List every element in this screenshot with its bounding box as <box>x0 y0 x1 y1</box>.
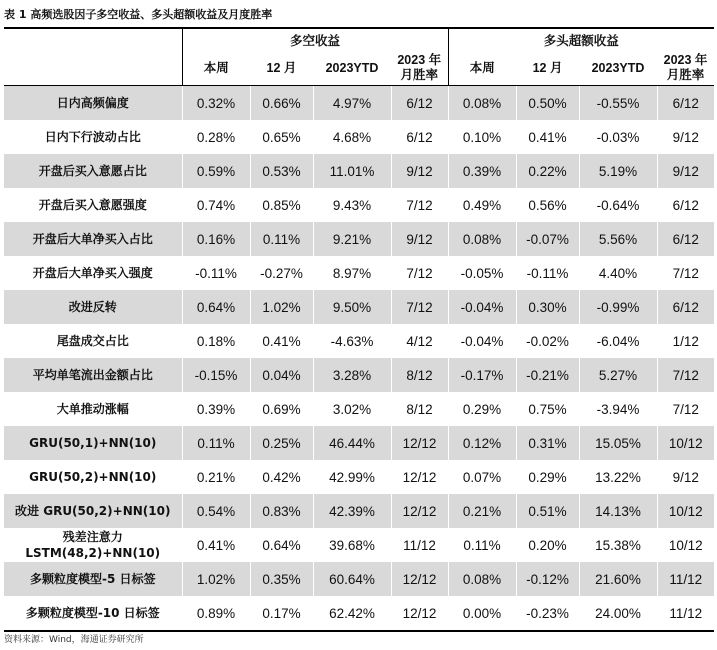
value-cell: 60.64% <box>313 562 391 596</box>
value-cell: 12/12 <box>391 494 448 528</box>
factor-name-line: 残差注意力 <box>62 530 123 544</box>
factor-name-cell: GRU(50,2)+NN(10) <box>4 460 182 494</box>
table-row <box>4 528 714 562</box>
value-cell: 3.28% <box>313 358 391 392</box>
value-cell: 46.44% <box>313 426 391 460</box>
table-row <box>4 358 714 392</box>
value-cell: 14.13% <box>579 494 657 528</box>
value-cell: 0.51% <box>516 494 579 528</box>
value-cell: 6/12 <box>391 86 448 121</box>
value-cell: 0.21% <box>182 460 250 494</box>
table-row <box>4 426 714 460</box>
value-cell: -0.55% <box>579 86 657 121</box>
value-cell: 0.08% <box>448 222 516 256</box>
value-cell: 0.66% <box>250 86 313 121</box>
column-header-1: 12 月 <box>250 51 313 86</box>
value-cell: 7/12 <box>391 188 448 222</box>
value-cell: 0.64% <box>250 528 313 562</box>
value-cell: 12/12 <box>391 460 448 494</box>
column-header-6: 2023YTD <box>579 51 657 86</box>
factor-name-cell: 多颗粒度模型-5 日标签 <box>4 562 182 596</box>
value-cell: 9.50% <box>313 290 391 324</box>
value-cell: 9/12 <box>657 120 714 154</box>
factor-name-cell: 开盘后买入意愿强度 <box>4 188 182 222</box>
factor-name-cell: 改进反转 <box>4 290 182 324</box>
factor-name-cell: 多颗粒度模型-10 日标签 <box>4 596 182 631</box>
value-cell: 4/12 <box>391 324 448 358</box>
value-cell: -0.23% <box>516 596 579 631</box>
value-cell: 5.27% <box>579 358 657 392</box>
value-cell: 9/12 <box>657 460 714 494</box>
factor-name-cell: 开盘后大单净买入占比 <box>4 222 182 256</box>
value-cell: 9/12 <box>391 222 448 256</box>
factor-name-line: LSTM(48,2)+NN(10) <box>25 546 161 560</box>
value-cell: -0.04% <box>448 290 516 324</box>
value-cell: 0.32% <box>182 86 250 121</box>
value-cell: 21.60% <box>579 562 657 596</box>
value-cell: 1/12 <box>657 324 714 358</box>
value-cell: 9.21% <box>313 222 391 256</box>
column-header-4: 本周 <box>448 51 516 86</box>
column-header-7 <box>657 51 714 86</box>
source-note: 资料来源：Wind，海通证券研究所 <box>4 635 144 645</box>
column-header-0: 本周 <box>182 51 250 86</box>
value-cell: 15.38% <box>579 528 657 562</box>
value-cell: 9/12 <box>391 154 448 188</box>
value-cell: 11/12 <box>391 528 448 562</box>
value-cell: -0.99% <box>579 290 657 324</box>
table-row <box>4 222 714 256</box>
table-row <box>4 154 714 188</box>
value-cell: 6/12 <box>657 222 714 256</box>
value-cell: -4.63% <box>313 324 391 358</box>
value-cell: 62.42% <box>313 596 391 631</box>
value-cell: 9.43% <box>313 188 391 222</box>
value-cell: 0.53% <box>250 154 313 188</box>
value-cell: 5.19% <box>579 154 657 188</box>
value-cell: 13.22% <box>579 460 657 494</box>
value-cell: 0.11% <box>182 426 250 460</box>
value-cell: 6/12 <box>657 290 714 324</box>
factor-name-cell: 日内高频偏度 <box>4 86 182 121</box>
value-cell: 0.08% <box>448 86 516 121</box>
column-header-line: 2023 年 <box>397 53 442 67</box>
table-row <box>4 392 714 426</box>
value-cell: 1.02% <box>250 290 313 324</box>
column-header-3 <box>391 51 448 86</box>
value-cell: 11.01% <box>313 154 391 188</box>
value-cell: 3.02% <box>313 392 391 426</box>
table-row <box>4 120 714 154</box>
factor-name-cell: 平均单笔流出金额占比 <box>4 358 182 392</box>
value-cell: 10/12 <box>657 494 714 528</box>
subheader-corner-cell <box>4 51 182 86</box>
value-cell: 8/12 <box>391 392 448 426</box>
value-cell: 4.40% <box>579 256 657 290</box>
value-cell: -0.02% <box>516 324 579 358</box>
corner-cell <box>4 29 182 51</box>
value-cell: 6/12 <box>391 120 448 154</box>
column-header-5: 12 月 <box>516 51 579 86</box>
table-title: 表 1 高频选股因子多空收益、多头超额收益及月度胜率 <box>4 8 273 21</box>
value-cell: 0.69% <box>250 392 313 426</box>
group-header-long-excess-label: 多头超额收益 <box>543 34 619 48</box>
value-cell: 0.50% <box>516 86 579 121</box>
value-cell: 24.00% <box>579 596 657 631</box>
value-cell: -0.07% <box>516 222 579 256</box>
value-cell: 42.99% <box>313 460 391 494</box>
value-cell: 0.25% <box>250 426 313 460</box>
table-row <box>4 290 714 324</box>
value-cell: -0.64% <box>579 188 657 222</box>
value-cell: -0.21% <box>516 358 579 392</box>
value-cell: 0.28% <box>182 120 250 154</box>
value-cell: 0.41% <box>182 528 250 562</box>
table-row <box>4 86 714 121</box>
value-cell: 7/12 <box>391 256 448 290</box>
value-cell: 0.83% <box>250 494 313 528</box>
value-cell: -0.05% <box>448 256 516 290</box>
factor-name-cell: GRU(50,1)+NN(10) <box>4 426 182 460</box>
value-cell: 0.11% <box>448 528 516 562</box>
value-cell: 10/12 <box>657 426 714 460</box>
value-cell: 11/12 <box>657 596 714 631</box>
value-cell: 0.41% <box>516 120 579 154</box>
value-cell: 6/12 <box>657 86 714 121</box>
column-header-line: 月胜率 <box>666 68 705 82</box>
value-cell: -0.15% <box>182 358 250 392</box>
value-cell: 0.41% <box>250 324 313 358</box>
value-cell: -6.04% <box>579 324 657 358</box>
value-cell: 0.42% <box>250 460 313 494</box>
value-cell: 42.39% <box>313 494 391 528</box>
value-cell: 0.39% <box>182 392 250 426</box>
value-cell: -0.04% <box>448 324 516 358</box>
value-cell: 7/12 <box>391 290 448 324</box>
value-cell: 0.56% <box>516 188 579 222</box>
value-cell: 4.68% <box>313 120 391 154</box>
value-cell: 10/12 <box>657 528 714 562</box>
value-cell: 0.17% <box>250 596 313 631</box>
table-row <box>4 188 714 222</box>
value-cell: 0.21% <box>448 494 516 528</box>
value-cell: 12/12 <box>391 596 448 631</box>
group-header-long-short-label: 多空收益 <box>290 34 341 48</box>
value-cell: -0.11% <box>516 256 579 290</box>
factor-name-cell: 尾盘成交占比 <box>4 324 182 358</box>
value-cell: -0.03% <box>579 120 657 154</box>
value-cell: 1.02% <box>182 562 250 596</box>
value-cell: 0.54% <box>182 494 250 528</box>
value-cell: 0.31% <box>516 426 579 460</box>
value-cell: 8.97% <box>313 256 391 290</box>
value-cell: 7/12 <box>657 392 714 426</box>
value-cell: 4.97% <box>313 86 391 121</box>
value-cell: 0.16% <box>182 222 250 256</box>
value-cell: -0.11% <box>182 256 250 290</box>
value-cell: 0.18% <box>182 324 250 358</box>
value-cell: 7/12 <box>657 358 714 392</box>
table-row <box>4 324 714 358</box>
factor-name-cell: 日内下行波动占比 <box>4 120 182 154</box>
value-cell: 0.35% <box>250 562 313 596</box>
value-cell: 12/12 <box>391 426 448 460</box>
value-cell: 12/12 <box>391 562 448 596</box>
value-cell: 0.39% <box>448 154 516 188</box>
column-header-line: 月胜率 <box>400 68 439 82</box>
factor-returns-table <box>4 29 714 632</box>
factor-name-cell: 开盘后大单净买入强度 <box>4 256 182 290</box>
table-row <box>4 596 714 631</box>
value-cell: 5.56% <box>579 222 657 256</box>
table-row <box>4 562 714 596</box>
value-cell: 0.29% <box>516 460 579 494</box>
column-header-line: 2023 年 <box>663 53 708 67</box>
group-header-long-short <box>182 29 448 51</box>
value-cell: 0.04% <box>250 358 313 392</box>
factor-name-cell: 改进 GRU(50,2)+NN(10) <box>4 494 182 528</box>
value-cell: 39.68% <box>313 528 391 562</box>
value-cell: 0.65% <box>250 120 313 154</box>
value-cell: 0.22% <box>516 154 579 188</box>
value-cell: -0.27% <box>250 256 313 290</box>
table-row <box>4 460 714 494</box>
value-cell: 11/12 <box>657 562 714 596</box>
value-cell: 0.20% <box>516 528 579 562</box>
value-cell: 8/12 <box>391 358 448 392</box>
table-row <box>4 256 714 290</box>
value-cell: 0.49% <box>448 188 516 222</box>
value-cell: 0.59% <box>182 154 250 188</box>
value-cell: 0.74% <box>182 188 250 222</box>
value-cell: 0.07% <box>448 460 516 494</box>
value-cell: -0.17% <box>448 358 516 392</box>
value-cell: 7/12 <box>657 256 714 290</box>
value-cell: 0.89% <box>182 596 250 631</box>
factor-name-cell: 开盘后买入意愿占比 <box>4 154 182 188</box>
group-header-long-excess <box>448 29 714 51</box>
value-cell: -0.12% <box>516 562 579 596</box>
column-header-2: 2023YTD <box>313 51 391 86</box>
value-cell: 0.08% <box>448 562 516 596</box>
factor-name-cell: 大单推动涨幅 <box>4 392 182 426</box>
value-cell: 0.12% <box>448 426 516 460</box>
value-cell: 0.75% <box>516 392 579 426</box>
value-cell: 0.00% <box>448 596 516 631</box>
value-cell: 15.05% <box>579 426 657 460</box>
value-cell: -3.94% <box>579 392 657 426</box>
value-cell: 0.10% <box>448 120 516 154</box>
value-cell: 0.85% <box>250 188 313 222</box>
value-cell: 0.11% <box>250 222 313 256</box>
value-cell: 0.64% <box>182 290 250 324</box>
value-cell: 6/12 <box>657 188 714 222</box>
value-cell: 0.30% <box>516 290 579 324</box>
table-row <box>4 494 714 528</box>
value-cell: 9/12 <box>657 154 714 188</box>
value-cell: 0.29% <box>448 392 516 426</box>
factor-name-cell <box>4 528 182 562</box>
